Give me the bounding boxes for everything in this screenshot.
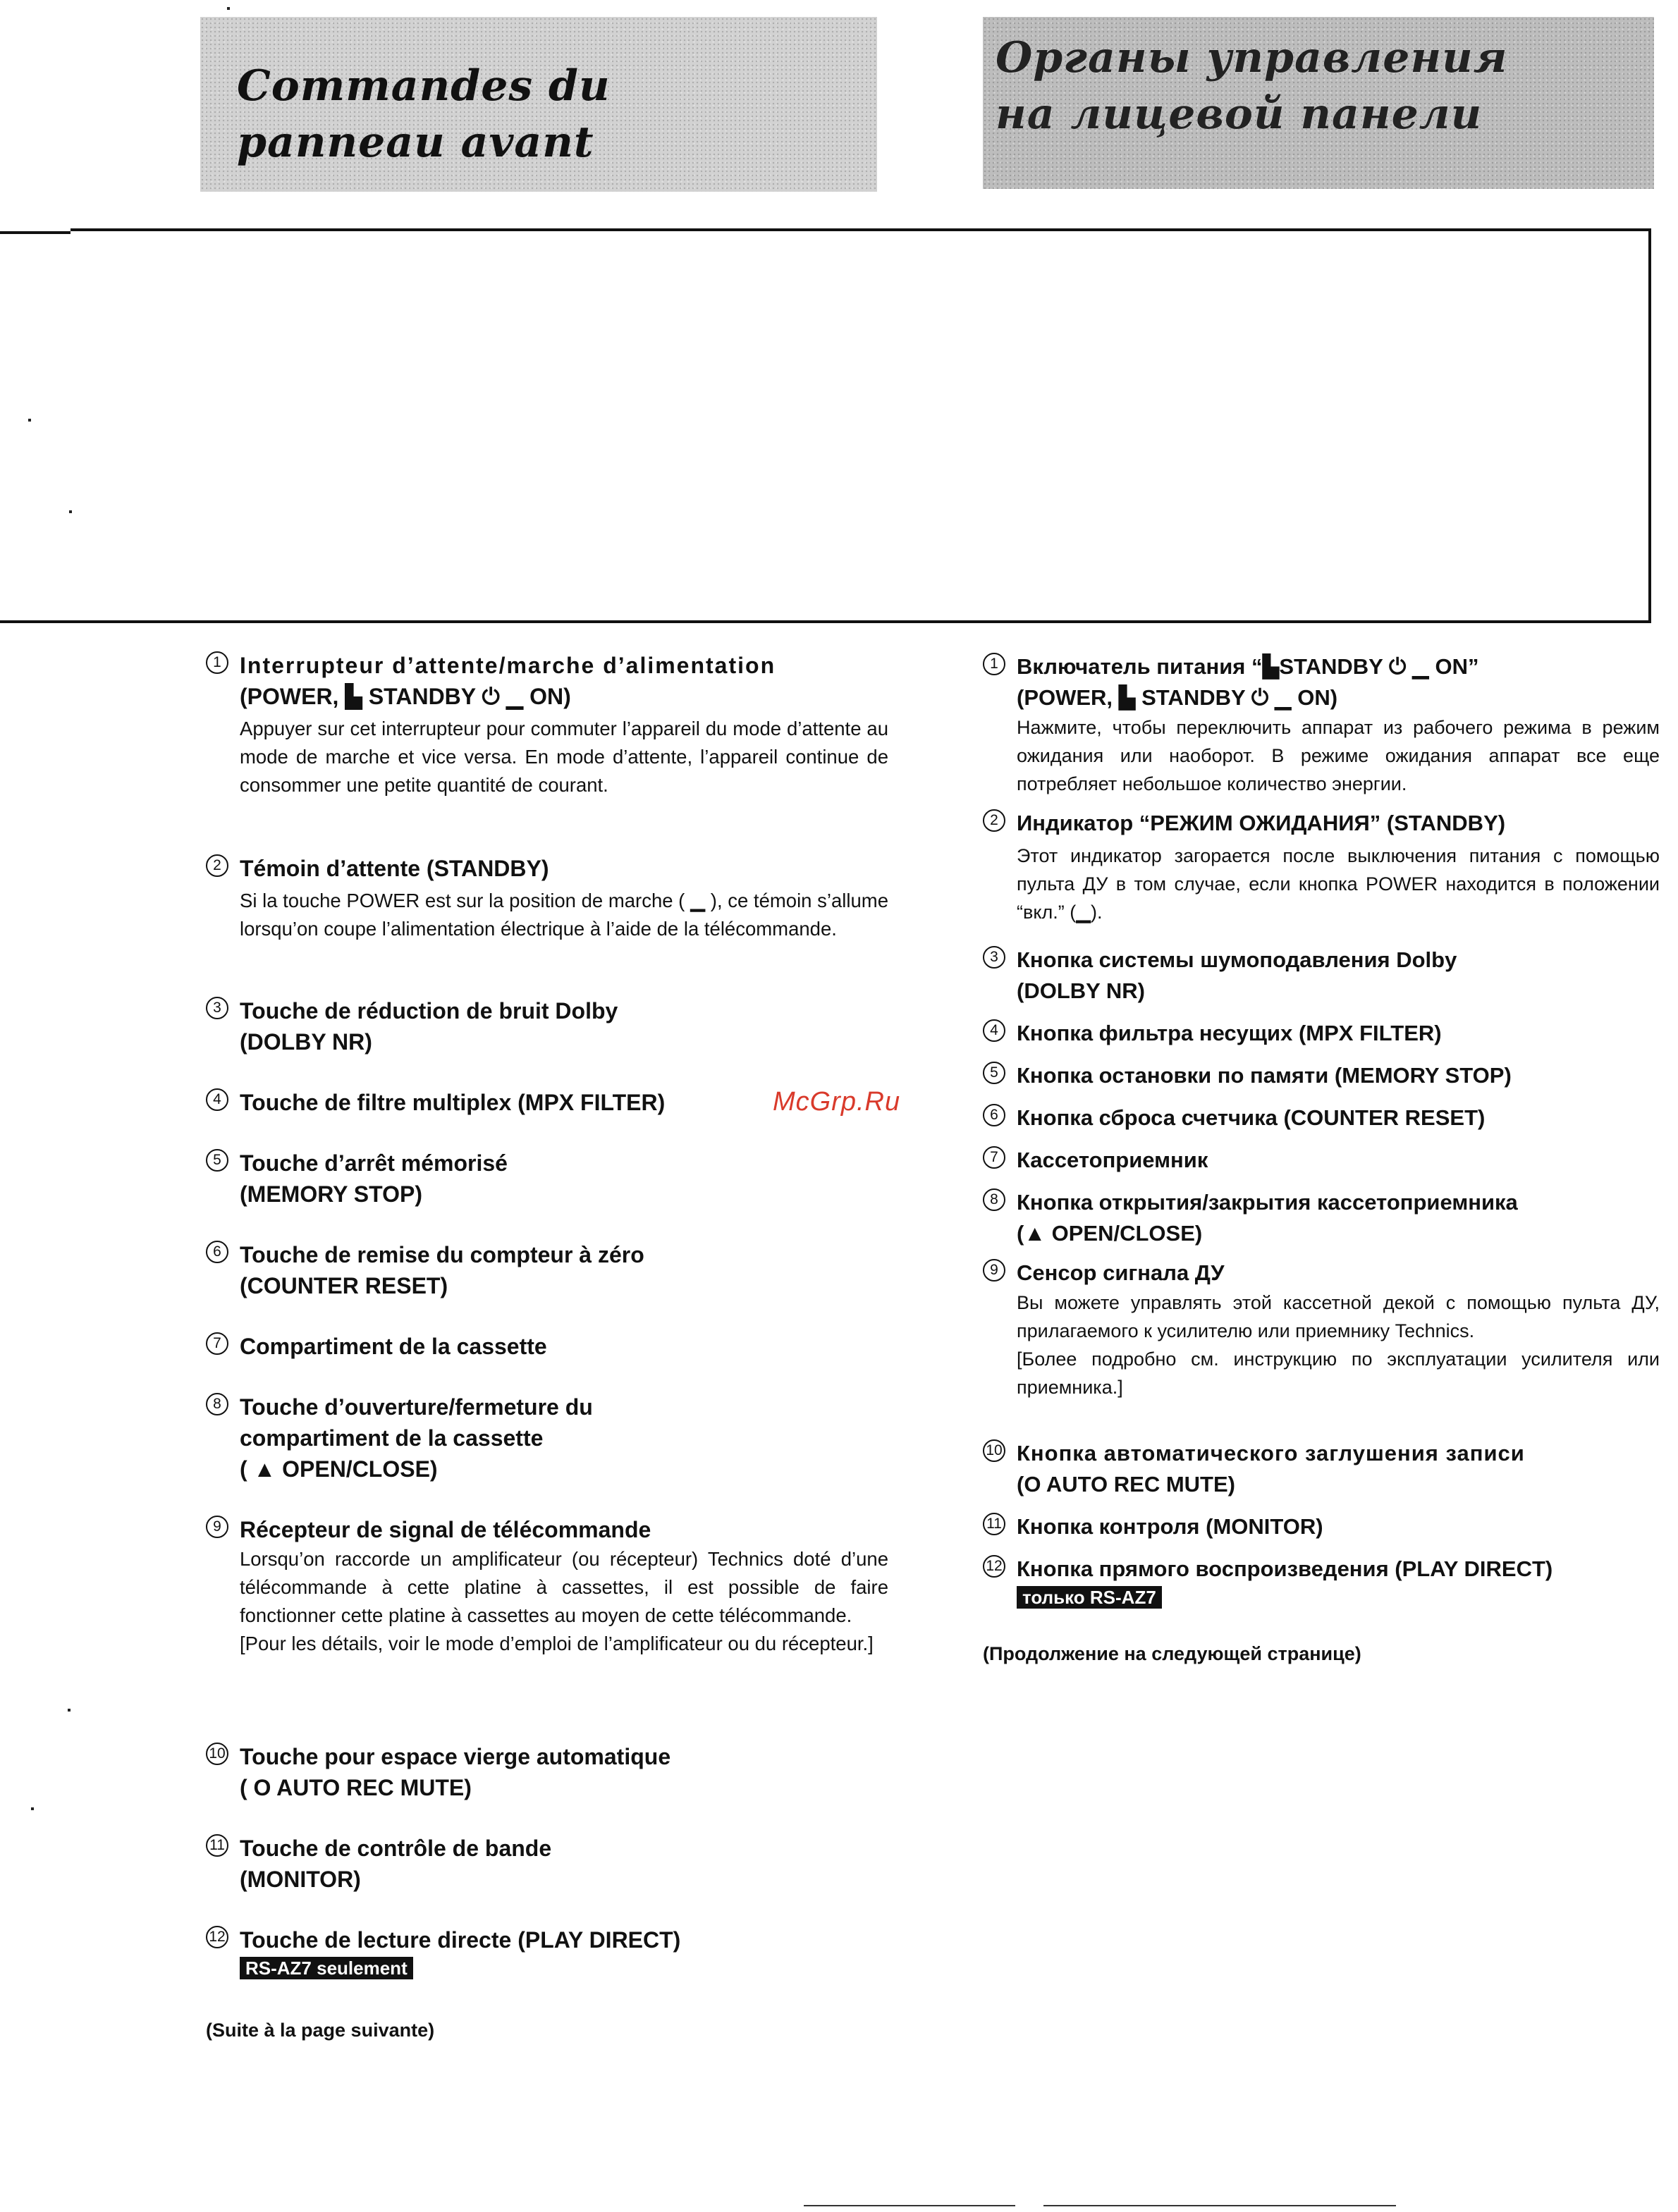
item-heading: Touche d’ouverture/fermeture du [240,1394,593,1420]
scan-speck [28,419,31,422]
item-heading: Кнопка прямого воспроизведения (PLAY DIRECT) [1017,1556,1553,1581]
item-heading: Кнопка фильтра несущих (MPX FILTER) [1017,1021,1442,1045]
item-heading: Touche de réduction de bruit Dolby [240,998,618,1024]
scan-speck [227,7,230,10]
item-number: 2 [983,809,1005,832]
item-number: 9 [206,1516,228,1538]
list-item [206,995,888,1057]
item-heading-2: ( O AUTO REC MUTE) [240,1775,472,1800]
item-heading-2: (POWER, ▙ STANDBY ⏻ ▁ ON) [1017,685,1338,710]
item-number: 5 [206,1149,228,1172]
item-description: Этот индикатор загорается после выключения питания с помощью пульта ДУ в том случае, если кнопка POWER находится в положении “вкл.” (▁). [1017,845,1660,923]
front-panel-illustration-frame [71,228,1651,623]
item-number: 7 [983,1146,1005,1169]
page-title-fr: Commandes du panneau avant [237,61,611,167]
item-heading: Кнопка системы шумоподавления Dolby [1017,947,1457,972]
item-description: Lorsqu’on raccorde un amplificateur (ou récepteur) Technics doté d’une télécommande à cette platine à cassettes, il est possible de faire fonctionner cette platine à cassettes au moyen de cette télécommande. [240,1548,888,1626]
list-item [983,1060,1660,1091]
item-number: 1 [983,653,1005,675]
item-heading: Сенсор сигнала ДУ [1017,1260,1225,1285]
list-item [983,945,1660,1007]
item-heading: Interrupteur d’attente/marche d’alimentation [240,653,776,678]
title-box-ru [983,17,1654,189]
item-heading: Touche de filtre multiplex (MPX FILTER) [240,1090,666,1115]
scan-edge-line [1043,2205,1396,2206]
list-item [983,1018,1660,1049]
item-number: 3 [983,946,1005,969]
list-item [206,853,888,943]
model-badge: RS-AZ7 seulement [240,1957,413,1979]
item-heading: Кнопка остановки по памяти (MEMORY STOP) [1017,1063,1512,1088]
continued-note: (Suite à la page suivante) [206,2020,435,2041]
item-heading-2: (COUNTER RESET) [240,1273,448,1298]
item-number: 5 [983,1062,1005,1084]
page-title-ru: Органы управления на лицевой панели [996,33,1508,139]
watermark: McGrp.Ru [773,1087,901,1117]
item-number: 8 [206,1393,228,1415]
item-heading: Touche d’arrêt mémorisé [240,1150,508,1176]
item-heading-2: (O AUTO REC MUTE) [1017,1472,1235,1497]
item-heading: Touche de lecture directe (PLAY DIRECT) [240,1927,681,1953]
list-item [206,1514,888,1658]
item-heading-2: (DOLBY NR) [240,1029,372,1055]
item-number: 11 [206,1834,228,1857]
list-item [206,1391,888,1485]
scan-edge-line [804,2205,1015,2206]
scan-speck [68,1709,71,1712]
item-number: 6 [983,1104,1005,1126]
list-item [983,1438,1660,1500]
item-number: 7 [206,1332,228,1355]
item-description: Appuyer sur cet interrupteur pour commuter l’appareil du mode d’attente au mode de marche et vice versa. En mode d’attente, l’appareil continue de consommer une petite quantité de courant. [240,718,888,796]
item-heading-3: ( ▲ OPEN/CLOSE) [240,1456,438,1482]
list-item [983,1258,1660,1401]
list-item [983,1102,1660,1133]
item-description-2: [Pour les détails, voir le mode d’emploi de l’amplificateur ou du récepteur.] [240,1633,874,1654]
item-heading: Индикатор “РЕЖИМ ОЖИДАНИЯ” (STANDBY) [1017,811,1506,835]
scan-speck [69,510,72,513]
item-heading: Témoin d’attente (STANDBY) [240,856,549,881]
item-heading: Touche pour espace vierge automatique [240,1744,671,1769]
scan-speck [31,1807,34,1810]
list-item [206,1741,888,1803]
item-description-2: [Более подробно см. инструкцию по эксплуатации усилителя или приемника.] [1017,1348,1660,1398]
divider-bottom-left [0,620,71,623]
item-heading: Кассетоприемник [1017,1148,1208,1172]
item-number: 4 [206,1088,228,1111]
item-heading: Кнопка автоматического заглушения записи [1017,1441,1525,1466]
model-badge: только RS-AZ7 [1017,1586,1162,1609]
item-number: 10 [983,1439,1005,1462]
item-number: 6 [206,1241,228,1263]
list-item [206,1239,888,1301]
title-box-fr [200,17,877,192]
item-heading: Включатель питания “▙STANDBY ⏻ ▁ ON” [1017,654,1479,679]
list-item [206,650,888,799]
list-item [206,1924,888,1979]
item-number: 8 [983,1188,1005,1211]
item-heading: Кнопка контроля (MONITOR) [1017,1514,1323,1539]
item-number: 9 [983,1259,1005,1282]
item-heading: Compartiment de la cassette [240,1334,547,1359]
item-description: Нажмите, чтобы переключить аппарат из рабочего режима в режим ожидания или наоборот. В режиме ожидания аппарат все еще потребляет небольшое количество энергии. [1017,717,1660,794]
item-number: 3 [206,997,228,1019]
list-item [206,1148,888,1210]
item-heading-2: (MONITOR) [240,1867,361,1892]
item-heading-2: (MEMORY STOP) [240,1181,422,1207]
list-item [983,651,1660,798]
item-number: 11 [983,1513,1005,1535]
item-heading: Récepteur de signal de télécommande [240,1517,651,1542]
item-heading-2: (DOLBY NR) [1017,978,1145,1003]
item-heading: Touche de remise du compteur à zéro [240,1242,644,1267]
list-item [983,1554,1660,1609]
item-heading-2: compartiment de la cassette [240,1425,544,1451]
item-heading-2: (▲ OPEN/CLOSE) [1017,1221,1203,1246]
item-description: Si la touche POWER est sur la position de marche ( ▁ ), ce témoin s’allume lorsqu’on coupe l’alimentation électrique à l’aide de la télécommande. [240,890,888,940]
item-heading: Кнопка сброса счетчика (COUNTER RESET) [1017,1105,1486,1130]
item-number: 12 [983,1555,1005,1578]
list-item [983,1145,1660,1176]
list-item [983,1187,1660,1249]
item-heading: Кнопка открытия/закрытия кассетоприемника [1017,1190,1518,1215]
list-item [983,1511,1660,1542]
divider-top-left [0,231,71,234]
item-number: 12 [206,1926,228,1948]
item-number: 2 [206,854,228,877]
list-item [206,1833,888,1895]
item-heading-2: (POWER, ▙ STANDBY ⏻ ▁ ON) [240,684,571,709]
list-item [206,1087,888,1118]
item-number: 1 [206,651,228,674]
list-item [206,1331,888,1362]
continued-note: (Продолжение на следующей странице) [983,1643,1361,1664]
item-description: Вы можете управлять этой кассетной декой с помощью пульта ДУ, прилагаемого к усилителю или приемнику Technics. [1017,1292,1660,1341]
list-item [983,808,1660,926]
item-number: 10 [206,1743,228,1765]
item-number: 4 [983,1019,1005,1042]
item-heading: Touche de contrôle de bande [240,1836,552,1861]
